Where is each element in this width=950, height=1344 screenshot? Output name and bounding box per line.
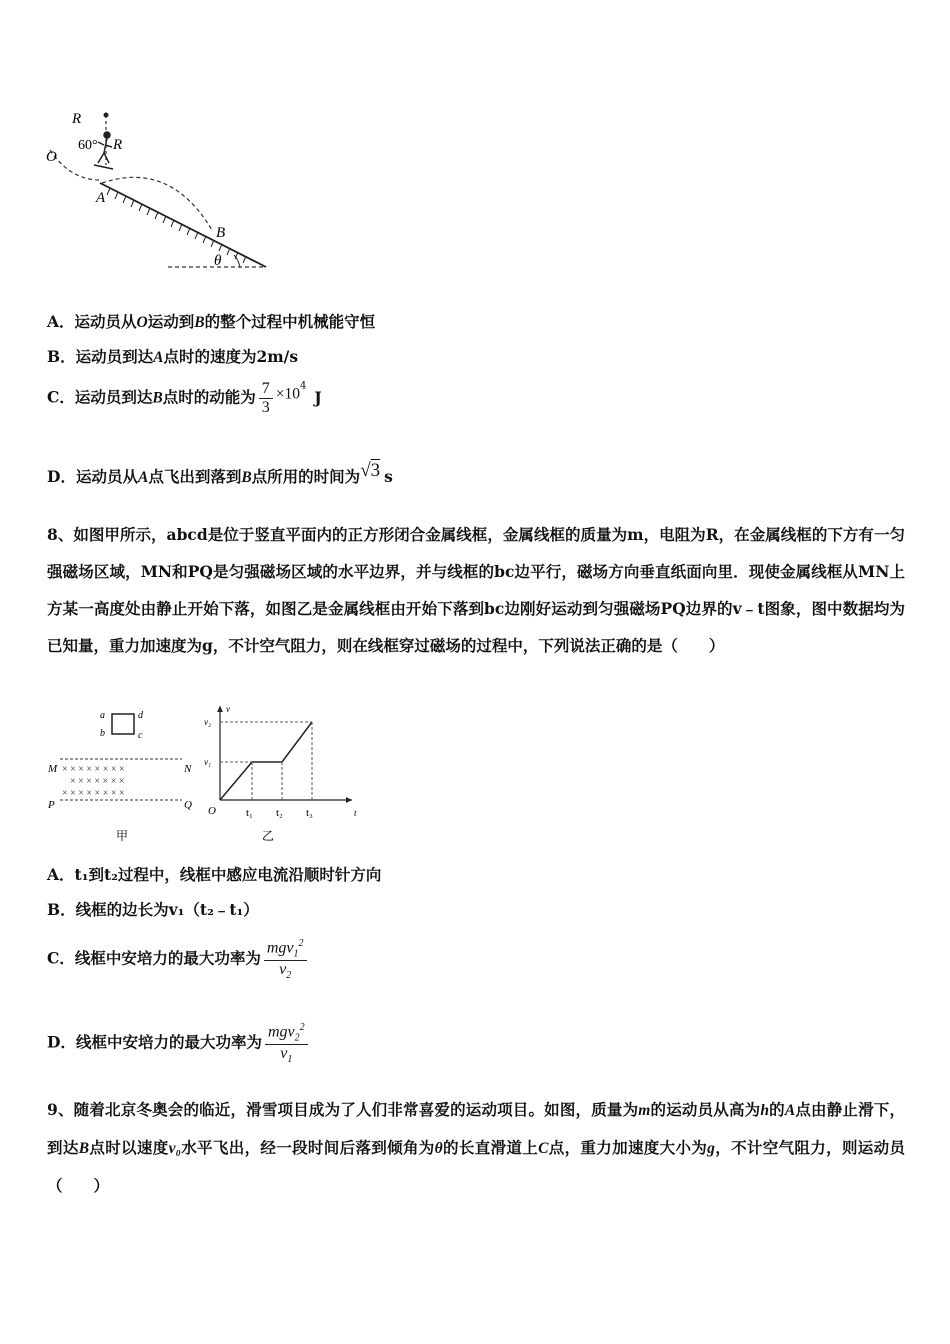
power-fraction-d: $\frac{mgv_2^2}{v_1}$ bbox=[265, 1022, 308, 1065]
label-R-top: R bbox=[72, 111, 82, 127]
label-A: A bbox=[96, 190, 106, 206]
q7-option-c[interactable]: C．运动员到达B点时的动能为 $\frac{7}{3}$ $\times 10^4J$ bbox=[47, 380, 322, 416]
label-Q: Q bbox=[184, 799, 192, 811]
metal-frame bbox=[112, 714, 134, 734]
svg-text:× × × × × × × ×: × × × × × × × × bbox=[62, 764, 125, 775]
label-c: c bbox=[138, 730, 143, 741]
svg-text:× × × × × × × ×: × × × × × × × × bbox=[62, 788, 125, 799]
q8-option-d[interactable]: D．线框中安培力的最大功率为 $\frac{mgv_2^2}{v_1}$ bbox=[47, 1022, 311, 1065]
v-axis-label: v bbox=[226, 704, 230, 714]
q7-option-d[interactable]: D．运动员从A点飞出到落到B点所用的时间为√3 s bbox=[47, 460, 393, 486]
q7-option-a[interactable]: A．运动员从O运动到B的整个过程中机械能守恒 bbox=[47, 312, 376, 331]
t1-label: t₁ bbox=[246, 807, 253, 819]
q9-stem: 9、随着北京冬奥会的临近，滑雪项目成为了人们非常喜爱的运动项目。如图，质量为m的运动员从高为h的A点由静止滑下，到达B点时以速度v₀水平飞出，经一段时间后落到倾角为θ的长直滑道上C点，重力加速度大小为g，不计空气阻力，则运动员（ ） bbox=[47, 1100, 905, 1195]
q8-option-b[interactable]: B．线框的边长为v₁（t₂﹣t₁） bbox=[47, 900, 259, 919]
q8-figure-jia bbox=[42, 702, 202, 852]
label-B: B bbox=[216, 225, 226, 241]
q8-option-a[interactable]: A．t₁到t₂过程中，线框中感应电流沿顺时针方向 bbox=[47, 865, 382, 884]
circular-track-arc bbox=[50, 150, 100, 180]
label-M: M bbox=[48, 763, 58, 775]
label-b: b bbox=[100, 728, 105, 739]
theta-arc bbox=[234, 255, 240, 267]
svg-text:× × × × × × ×: × × × × × × × bbox=[70, 776, 125, 787]
caption-jia: 甲 bbox=[116, 829, 129, 843]
label-angle: 60° bbox=[78, 138, 98, 153]
q8-stem: 8、如图甲所示，abcd是位于竖直平面内的正方形闭合金属线框，金属线框的质量为m，电阻为R，在金属线框的下方有一匀强磁场区域，MN和PQ是匀强磁场区域的水平边界，并与线框的bc边平行，磁场方向垂直纸面向里．现使金属线框从MN上方某一高度处由静止开始下落，如图乙是金属线框由开始下落到bc边刚好运动到匀强磁场PQ边界的v﹣t图象，图中数据均为已知量，重力加速度为g，不计空气阻力，则在线框穿过磁场的过程中，下列说法正确的是（ ） bbox=[47, 525, 905, 655]
label-theta: θ bbox=[214, 253, 222, 269]
ski-jump-figure bbox=[40, 105, 280, 275]
vt-curve bbox=[220, 722, 312, 800]
magnetic-field-crosses bbox=[62, 764, 125, 799]
center-point bbox=[104, 113, 109, 118]
q8-option-c[interactable]: C．线框中安培力的最大功率为 $\frac{mgv_1^2}{v_2}$ bbox=[47, 938, 310, 981]
power-fraction-c: $\frac{mgv_1^2}{v_2}$ bbox=[264, 938, 307, 981]
t3-label: t₃ bbox=[306, 807, 313, 819]
label-a: a bbox=[100, 710, 105, 721]
q8-figure-yi bbox=[202, 700, 362, 855]
label-P: P bbox=[48, 799, 55, 811]
label-R-right: R bbox=[113, 137, 123, 153]
label-N: N bbox=[184, 763, 192, 775]
caption-yi: 乙 bbox=[262, 829, 275, 843]
t2-label: t₂ bbox=[276, 807, 283, 819]
flight-trajectory bbox=[102, 177, 212, 230]
v1-label: v₁ bbox=[204, 757, 212, 767]
kinetic-energy-fraction: $\frac{7}{3}$ bbox=[259, 380, 273, 417]
q7-option-b[interactable]: B．运动员到达A点时的速度为2m/s bbox=[47, 347, 299, 366]
v2-label: v₂ bbox=[204, 717, 212, 727]
guide-lines bbox=[220, 722, 312, 800]
label-d: d bbox=[138, 710, 143, 721]
label-O: O bbox=[46, 149, 57, 165]
t-axis-label: t bbox=[354, 808, 357, 818]
sqrt-symbol: √3 bbox=[360, 460, 381, 481]
origin-label: O bbox=[208, 805, 216, 817]
